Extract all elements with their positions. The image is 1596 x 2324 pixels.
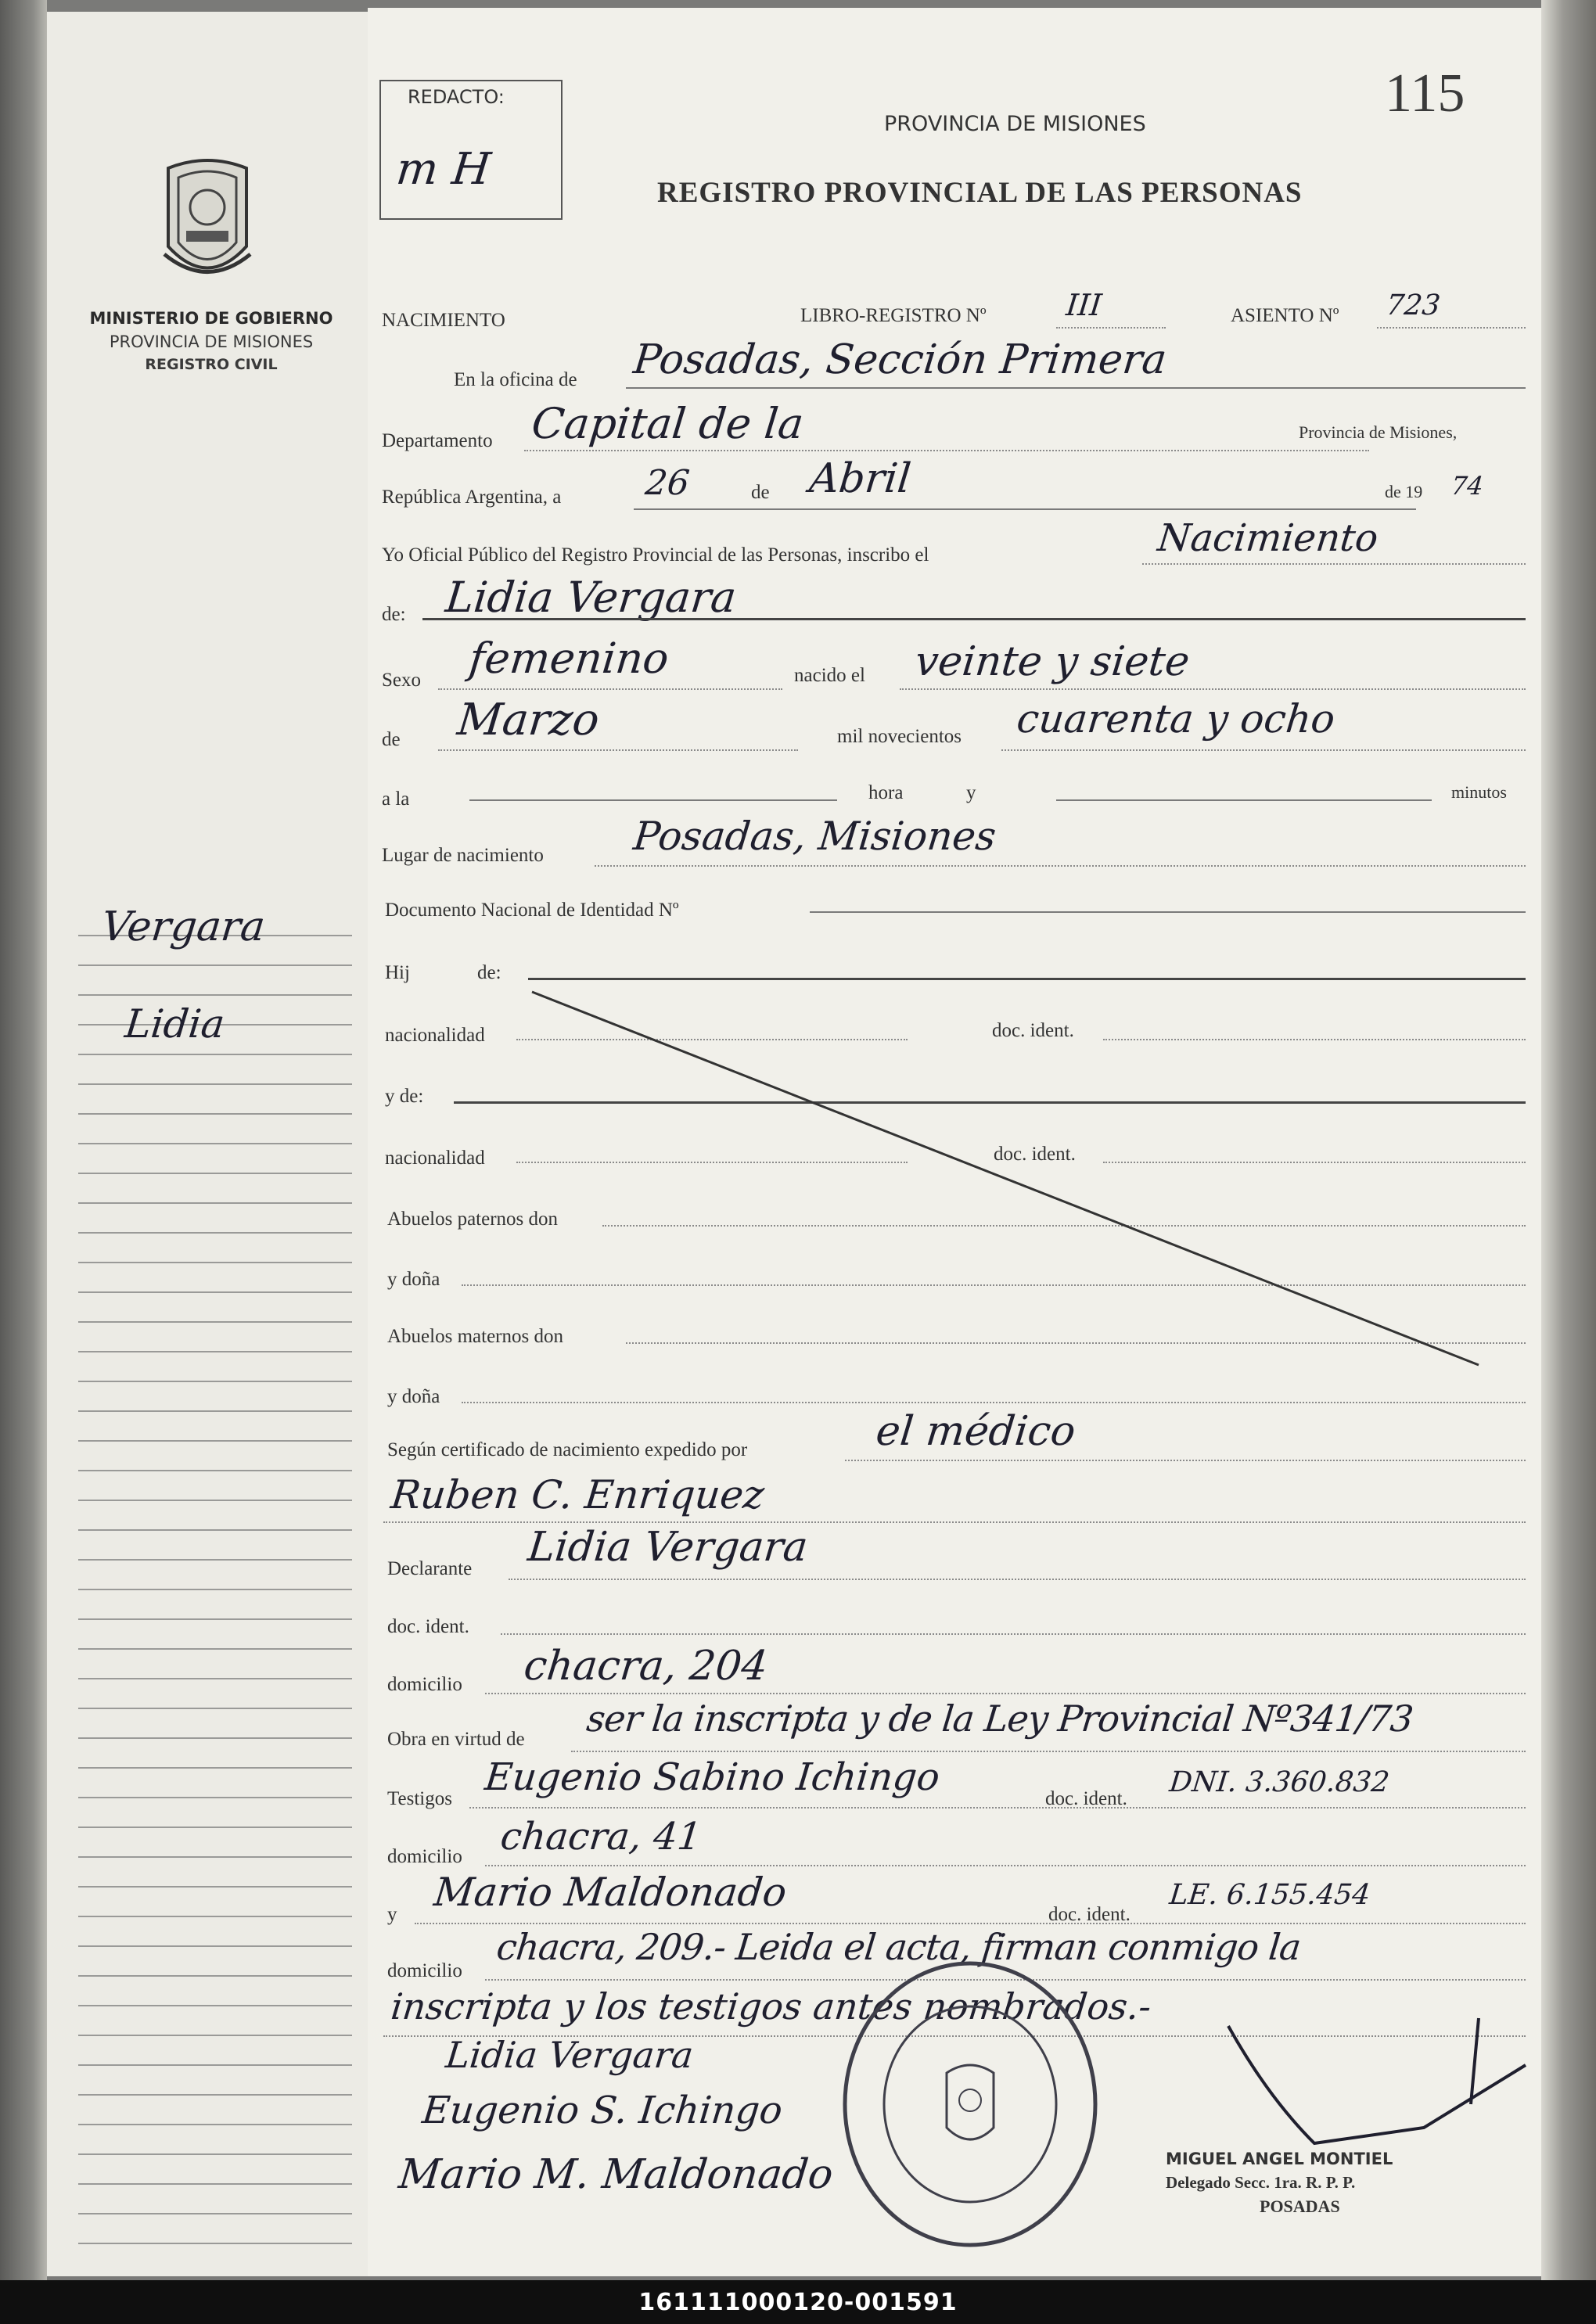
testigo1-line <box>469 1807 1526 1809</box>
y2-label: y <box>387 1904 397 1925</box>
obra-value: ser la inscripta y de la Ley Provincial Nº341/73 <box>584 1697 1415 1740</box>
official-name: MIGUEL ANGEL MONTIEL <box>1166 2150 1393 2168</box>
margin-ruled-line <box>78 1529 352 1531</box>
folio-number: 115 <box>1385 63 1465 124</box>
test2-dom-value: chacra, 209.- Leida el acta, firman conmigo la <box>494 1926 1303 1968</box>
abuelos-paternos-label: Abuelos paternos don <box>387 1209 559 1230</box>
firma-testigo2: Mario M. Maldonado <box>396 2151 836 2198</box>
margin-ruled-line <box>78 1381 352 1382</box>
anio-value: 74 <box>1450 471 1485 501</box>
redacto-label: REDACTO: <box>408 86 505 108</box>
sexo-label: Sexo <box>382 670 421 691</box>
libro-label: LIBRO-REGISTRO Nº <box>800 305 987 326</box>
testigo1-value: Eugenio Sabino Ichingo <box>483 1755 942 1799</box>
decl-docident-line <box>501 1633 1526 1635</box>
yde-label: y de: <box>385 1086 424 1107</box>
margin-ruled-line <box>78 2035 352 2036</box>
margin-ruled-line <box>78 1202 352 1204</box>
margin-ruled-line <box>78 2124 352 2125</box>
header-title: REGISTRO PROVINCIAL DE LAS PERSONAS <box>657 177 1303 209</box>
margin-ruled-line <box>78 1856 352 1858</box>
margin-ruled-line <box>78 2005 352 2006</box>
declarante-line <box>509 1579 1526 1580</box>
margin-surname: Vergara <box>99 903 268 950</box>
margin-ruled-line <box>78 1648 352 1650</box>
obra-line <box>571 1751 1526 1752</box>
margin-ruled-line <box>78 1173 352 1174</box>
oficial-label: Yo Oficial Público del Registro Provincial de las Personas, inscribo el <box>382 544 929 566</box>
margin-ruled-line <box>78 1737 352 1739</box>
provincia-label: Provincia de Misiones, <box>1299 422 1458 442</box>
margin-ruled-line <box>78 2153 352 2155</box>
margin-ruled-line <box>78 1291 352 1293</box>
de2-label: de: <box>382 604 406 625</box>
margin-ruled-line <box>78 964 352 966</box>
declarante-value: Lidia Vergara <box>525 1524 811 1571</box>
margin-ruled-line <box>78 1321 352 1323</box>
libro-value: III <box>1064 288 1104 322</box>
margin-ruled-line <box>78 1886 352 1888</box>
de4-label: de: <box>477 962 501 983</box>
hora-label: hora <box>868 782 904 803</box>
dni-label: Documento Nacional de Identidad Nº <box>385 900 679 921</box>
margin-ruled-line <box>78 1054 352 1055</box>
test1-doc-label: doc. ident. <box>1045 1788 1127 1809</box>
mes-value: Abril <box>807 455 914 502</box>
margin-ruled-line <box>78 1678 352 1679</box>
certificado-label: Según certificado de nacimiento expedido por <box>387 1439 748 1460</box>
official-city: POSADAS <box>1260 2196 1340 2216</box>
mil-label: mil novecientos <box>837 726 962 747</box>
testigos-label: Testigos <box>387 1788 452 1809</box>
hij-label: Hij <box>385 962 410 983</box>
oficial-value: Nacimiento <box>1156 516 1381 560</box>
sexo-value: femenino <box>466 634 671 683</box>
asiento-label: ASIENTO Nº <box>1231 305 1339 326</box>
dia-value: 26 <box>643 463 692 503</box>
minutos-label: minutos <box>1451 782 1507 802</box>
margin-ruled-line <box>78 1559 352 1561</box>
margin-ruled-line <box>78 1083 352 1085</box>
test2-doc-value: LE. 6.155.454 <box>1167 1879 1372 1911</box>
ministry-label: MINISTERIO DE GOBIERNO <box>89 309 333 328</box>
margin-ruled-line <box>78 2243 352 2244</box>
anio-nac-value: cuarenta y ocho <box>1014 696 1338 742</box>
departamento-value: Capital de la <box>529 399 807 448</box>
provincial-seal-icon <box>156 153 258 289</box>
oficina-value: Posadas, Sección Primera <box>631 336 1170 383</box>
margin-ruled-line <box>78 2094 352 2096</box>
nacido-value: veinte y siete <box>912 638 1192 685</box>
registry-label: REGISTRO CIVIL <box>145 356 278 373</box>
margin-ruled-line <box>78 1589 352 1590</box>
obra-label: Obra en virtud de <box>387 1729 525 1750</box>
decl-docident-label: doc. ident. <box>387 1616 469 1637</box>
margin-ruled-line <box>78 1708 352 1709</box>
de3-label: de <box>382 729 401 750</box>
oficina-label: En la oficina de <box>454 369 577 390</box>
medico-line <box>383 1521 1526 1523</box>
margin-ruled-line <box>78 1916 352 1917</box>
docident-label: doc. ident. <box>992 1020 1074 1041</box>
departamento-label: Departamento <box>382 430 493 451</box>
docident2-label: doc. ident. <box>994 1144 1076 1165</box>
certificado-line <box>845 1460 1526 1461</box>
margin-ruled-line <box>78 1143 352 1144</box>
ydona1-label: y doña <box>387 1269 440 1290</box>
margin-ruled-line <box>78 1351 352 1352</box>
margin-ruled-line <box>78 1232 352 1234</box>
margin-ruled-line <box>78 1945 352 1947</box>
margin-ruled-line <box>78 1440 352 1442</box>
image-id-footer: 161111000120-001591 <box>0 2280 1596 2324</box>
page-edges <box>1541 0 1596 2280</box>
margin-ruled-line <box>78 1113 352 1115</box>
domicilio-line <box>485 1693 1526 1694</box>
test2-dom-label: domicilio <box>387 1960 462 1981</box>
anio-label: de 19 <box>1385 482 1423 501</box>
margin-ruled-line <box>78 1500 352 1501</box>
test1-dom-line <box>485 1865 1526 1866</box>
domicilio-label: domicilio <box>387 1674 462 1695</box>
mes-nac-value: Marzo <box>455 695 602 745</box>
margin-ruled-line <box>78 1797 352 1798</box>
margin-ruled-line <box>78 1618 352 1620</box>
book-binding <box>0 0 47 2280</box>
testigo2-line <box>415 1923 1526 1924</box>
margin-ruled-line <box>78 2213 352 2214</box>
medico-value: Ruben C. Enriquez <box>388 1472 767 1518</box>
ydona2-label: y doña <box>387 1386 440 1407</box>
test1-doc-value: DNI. 3.360.832 <box>1167 1766 1391 1798</box>
province-label: PROVINCIA DE MISIONES <box>109 332 314 351</box>
margin-ruled-line <box>78 2183 352 2185</box>
test2-doc-label: doc. ident. <box>1048 1904 1130 1925</box>
test1-dom-label: domicilio <box>387 1846 462 1867</box>
firma-testigo1: Eugenio S. Ichingo <box>420 2089 785 2132</box>
margin-name: Lidia <box>122 1001 228 1047</box>
lugar-value: Posadas, Misiones <box>631 814 998 859</box>
left-page <box>47 12 369 2276</box>
republica-label: República Argentina, a <box>382 487 562 508</box>
official-stamp-icon <box>837 1956 1103 2253</box>
nacido-label: nacido el <box>794 665 865 686</box>
margin-ruled-line <box>78 2064 352 2066</box>
margin-ruled-line <box>78 1410 352 1412</box>
abuelos-maternos-label: Abuelos maternos don <box>387 1326 563 1347</box>
margin-ruled-line <box>78 1827 352 1828</box>
nacionalidad2-label: nacionalidad <box>385 1148 485 1169</box>
margin-ruled-line <box>78 1470 352 1471</box>
certificado-value: el médico <box>873 1408 1078 1455</box>
margin-ruled-line <box>78 1262 352 1263</box>
nombre-value: Lidia Vergara <box>443 573 739 622</box>
registry-page <box>368 8 1541 2276</box>
ala-label: a la <box>382 788 410 810</box>
firma-inscripta: Lidia Vergara <box>444 2034 696 2076</box>
margin-ruled-line <box>78 1975 352 1977</box>
lugar-label: Lugar de nacimiento <box>382 845 544 866</box>
domicilio-value: chacra, 204 <box>521 1643 771 1690</box>
test1-dom-value: chacra, 41 <box>498 1815 704 1859</box>
cierre-value: inscripta y los testigos antes nombrados.- <box>389 1985 1154 2028</box>
testigo2-value: Mario Maldonado <box>431 1870 789 1915</box>
margin-ruled-line <box>78 994 352 996</box>
official-title: Delegado Secc. 1ra. R. P. P. <box>1166 2173 1356 2192</box>
record-type: NACIMIENTO <box>382 310 505 331</box>
de-label: de <box>751 482 770 503</box>
asiento-value: 723 <box>1384 289 1442 321</box>
nacionalidad-label: nacionalidad <box>385 1025 485 1046</box>
declarante-label: Declarante <box>387 1558 473 1579</box>
redacto-initials: m H <box>394 144 494 195</box>
margin-ruled-line <box>78 1767 352 1769</box>
y-label: y <box>966 782 976 803</box>
header-province: PROVINCIA DE MISIONES <box>884 112 1146 136</box>
